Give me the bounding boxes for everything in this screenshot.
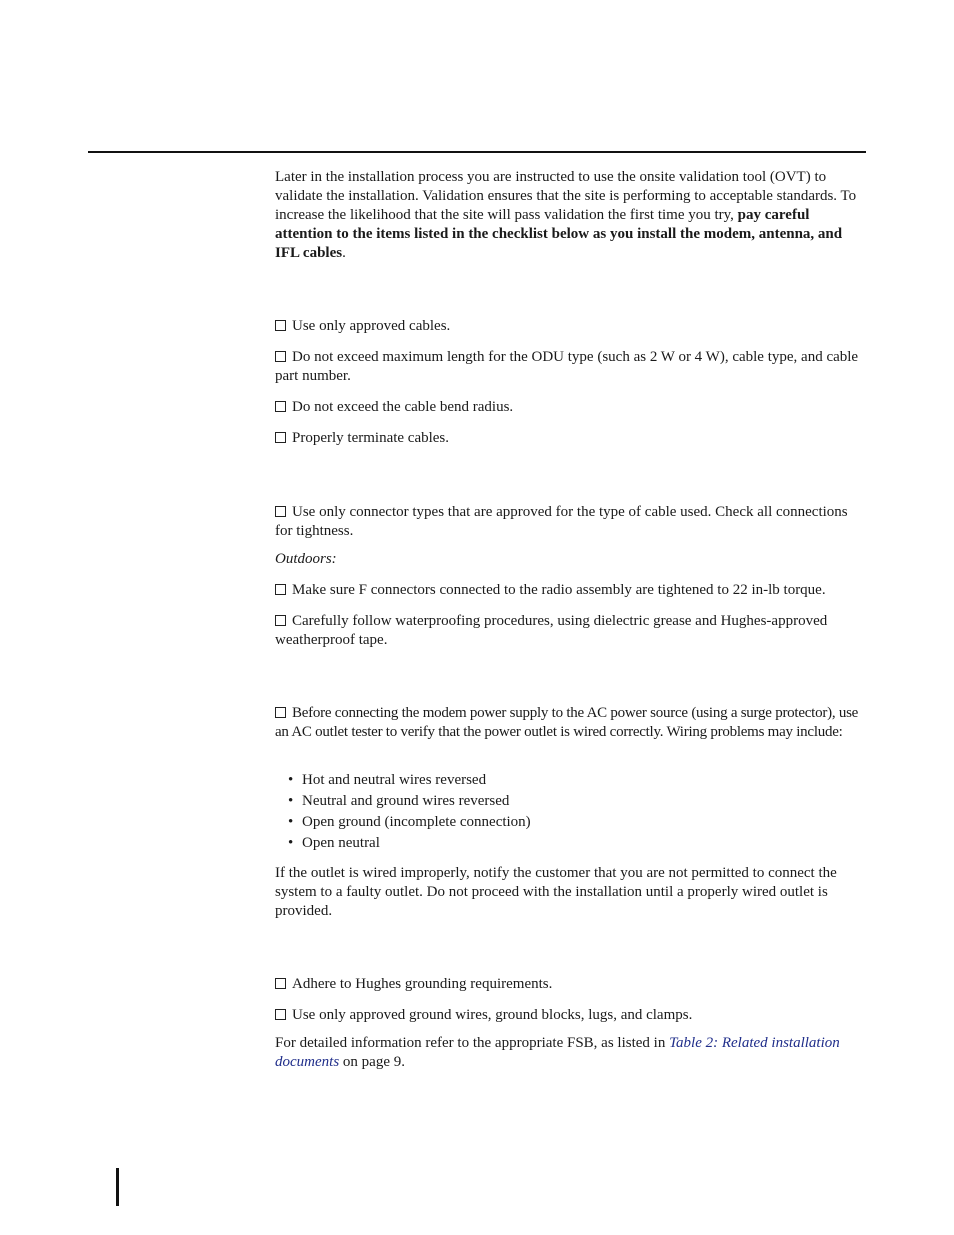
checklist-item-label: Make sure F connectors connected to the radio assembly are tightened to 22 in-lb torque. (292, 582, 826, 598)
table-reference-link[interactable]: Table 2: Related installation documents (275, 1035, 840, 1070)
reference-text: For detailed information refer to the appropriate FSB, as listed in (275, 1035, 670, 1051)
footer-change-bar (116, 1168, 119, 1206)
checklist-item-label: Carefully follow waterproofing procedures, using dielectric grease and Hughes-approved weatherproof tape. (275, 613, 828, 648)
checkbox-icon[interactable] (275, 978, 286, 989)
outdoors-label: Outdoors: (275, 551, 337, 567)
checklist-item-label: Do not exceed maximum length for the ODU type (such as 2 W or 4 W), cable type, and cable part number. (275, 349, 859, 384)
checklist-item-cables-bend (275, 398, 867, 417)
outlet-note: If the outlet is wired improperly, notify the customer that you are not permitted to connect the system to a faulty outlet. Do not proceed with the installation until a properly wired outlet is provided. (275, 865, 837, 919)
checklist-item-f-connectors (275, 581, 867, 600)
checklist-item-cables-length (275, 348, 867, 386)
checkbox-icon[interactable] (275, 432, 286, 443)
checkbox-icon[interactable] (275, 506, 286, 517)
checklist-item-label: Use only approved cables. (292, 318, 451, 334)
intro-end: . (342, 245, 346, 261)
checkbox-icon[interactable] (275, 1009, 286, 1020)
checklist-item-waterproofing (275, 612, 867, 650)
checklist-item-label: Use only approved ground wires, ground blocks, lugs, and clamps. (292, 1007, 693, 1023)
wiring-problems-list (288, 771, 531, 855)
intro-text: Later in the installation process you are instructed to use the onsite validation tool (OVT) to validate the installation. Validation ensures that the site is performing to acceptable standards. To increase the likelihood that the site will pass validation the first time you try, (275, 169, 857, 223)
checkbox-icon[interactable] (275, 707, 286, 718)
checkbox-icon[interactable] (275, 351, 286, 362)
checkbox-icon[interactable] (275, 615, 286, 626)
intro-emphasis: pay careful attention to the items listed in the checklist below as you install the modem, antenna, and IFL cables (275, 207, 843, 261)
checklist-item-ground-wires (275, 1006, 867, 1025)
checkbox-icon[interactable] (275, 401, 286, 412)
list-item: • Neutral and ground wires reversed (288, 792, 531, 813)
checklist-item-label: Before connecting the modem power supply to the AC power source (using a surge protector), use an AC outlet tester to verify that the power outlet is wired correctly. Wiring problems may include: (275, 705, 859, 740)
list-item: • Open ground (incomplete connection) (288, 813, 531, 834)
checklist-item-label: Do not exceed the cable bend radius. (292, 399, 514, 415)
checklist-item-grounding-requirements (275, 975, 867, 994)
checklist-item-cables-approved (275, 317, 867, 336)
reference-page: on page 9. (339, 1054, 405, 1070)
checkbox-icon[interactable] (275, 320, 286, 331)
checklist-item-label: Properly terminate cables. (292, 430, 450, 446)
header-rule (88, 151, 866, 153)
list-item: • Open neutral (288, 834, 531, 855)
checklist-item-cables-terminate (275, 429, 867, 448)
intro-paragraph (275, 168, 867, 263)
checkbox-icon[interactable] (275, 584, 286, 595)
reference-paragraph (275, 1034, 867, 1072)
checklist-item-connectors (275, 503, 867, 541)
checklist-item-label: Use only connector types that are approved for the type of cable used. Check all connections for tightness. (275, 504, 848, 539)
list-item: • Hot and neutral wires reversed (288, 771, 531, 792)
checklist-item-power-outlet (275, 704, 867, 742)
checklist-item-label: Adhere to Hughes grounding requirements. (292, 976, 553, 992)
